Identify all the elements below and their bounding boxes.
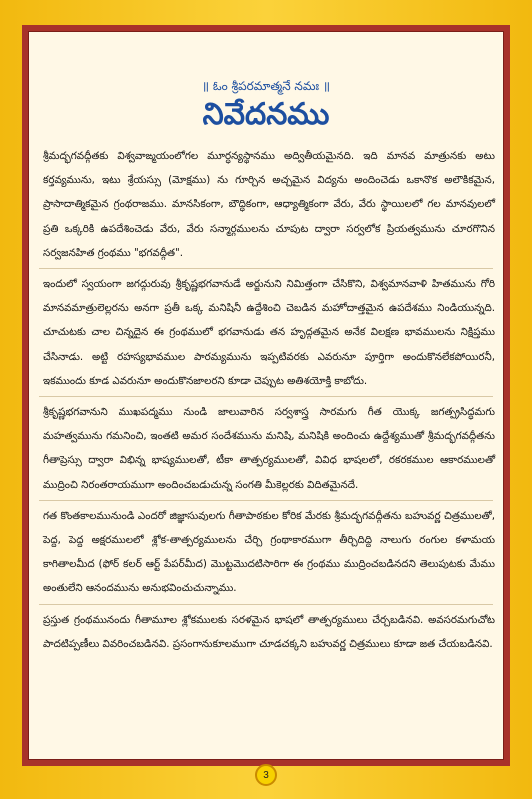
paragraph-divider xyxy=(39,396,493,397)
paragraph-4: గత కొంతకాలమునుండి ఎందరో జిజ్ఞాసువులగు గీతాపాఠకుల కోరిక మేరకు శ్రీమద్భగవద్గీతను బహువర్ణ చిత్రములతో, పెద్ద, పెద్ద అక్షరములలో శ్లోక-తాత్పర్యములను చేర్చి గ్రంథాకారముగా తీర్చిదిద్ది నాలుగు రంగుల కళామయ కాగితాలమీద (ఫోర్ కలర్ ఆర్ట్ పేపర్‌మీద) మొట్టమొదటిసారిగా ఈ గ్రంథము ముద్రించబడినదని తెలుపుటకు మేము అంతులేని ఆనందమును అనుభవించుచున్నాము. xyxy=(43,509,495,595)
page-title: నివేదనము xyxy=(202,97,330,132)
page-number-badge xyxy=(255,764,277,786)
paragraph-divider xyxy=(39,604,493,605)
page-border-frame xyxy=(22,25,510,766)
paragraph-1: శ్రీమద్భగవద్గీతకు విశ్వవాఙ్మయంలోగల మూర్ధన్యస్థానము అద్వితీయమైనది. ఇది మానవ మాత్రునకు అటు కర్తవ్యమును, ఇటు శ్రేయస్సు (మోక్షము) ను గూర్చిన అచ్చమైన విద్యను అందించెడు ఒకానొక అలౌకికమైన, ప్రాసాదాత్మికమైన గ్రంథరాజము. మానసికంగా, బౌద్ధికంగా, ఆధ్యాత్మికంగా వేరు, వేరు స్థాయిలలో గల మానవులలో ప్రతి ఒక్కరికి ఉపదేశించెడు వేరు, వేరు సన్మార్గములను చూపుట ద్వారా సర్వలోక ప్రియత్వమును చూరగొనిన సర్వజనహిత గ్రంథము "భగవద్గీత". xyxy=(43,150,495,259)
paragraph-3: శ్రీకృష్ణభగవానుని ముఖపద్మము నుండి జాలువారిన సర్వశాస్త్ర సారమగు గీత యొక్క జగత్ప్రసిద్ధమగు మహత్వమును గమనించి, ఇంతటి అమర సందేశమును మనిషి, మనిషికి అందించు ఉద్దేశ్యముతో శ్రీమద్భగవద్గీతను గీతాప్రెస్సు ద్వారా విభిన్న భాష్యములతో, టీకా తాత్పర్యములతో, వివిధ భాషలలో, రకరకముల ఆకారములతో ముద్రించి నిరంతరాయముగా అందించబడుచున్న సంగతి మీకెల్లరకు విదితమైనదే. xyxy=(43,406,495,491)
page-content-area xyxy=(28,31,504,760)
paragraph-5: ప్రస్తుత గ్రంథమునందు గీతామూల శ్లోకములకు సరళమైన భాషలో తాత్పర్యములు చేర్చబడినవి. అవసరమగుచోట పాదటిప్పణీలు వివరించబడినవి. ప్రసంగానుకూలముగా చూడచక్కని బహువర్ణ చిత్రములు కూడా జత చేయబడినవి. xyxy=(43,613,495,650)
paragraph-divider xyxy=(39,268,493,269)
paragraph-divider xyxy=(39,500,493,501)
paragraph-2: ఇందులో స్వయంగా జగద్గురువు శ్రీకృష్ణభగవానుడే అర్జునుని నిమిత్తంగా చేసికొని, విశ్వమానవాళి హితమును గోరి మానవమాత్రులెల్లరను అనగా ప్రతీ ఒక్క మనిషినీ ఉద్దేశించి చెబడిన మహోదాత్తమైన ఉపదేశము నిండియున్నది. చూచుటకు చాల చిన్నదైన ఈ గ్రంథములో భగవానుడు తన హృద్గతమైన అనేక విలక్షణ భావములను నిక్షిప్తము చేసినాడు. అట్టి రహస్యభావముల పారమ్యమును ఇప్పటివరకు ఎవరునూ పూర్తిగా అందుకొనలేకపోయిరనీ, ఇకముందు కూడ ఎవరునూ అందుకొనజాలరని కూడా చెప్పుట అతిశయోక్తి కాబోదు. xyxy=(43,278,495,387)
page-number: 3 xyxy=(263,769,269,781)
invocation-line: ॥ ఓం శ్రీపరమాత్మనే నమః ॥ xyxy=(201,79,331,93)
